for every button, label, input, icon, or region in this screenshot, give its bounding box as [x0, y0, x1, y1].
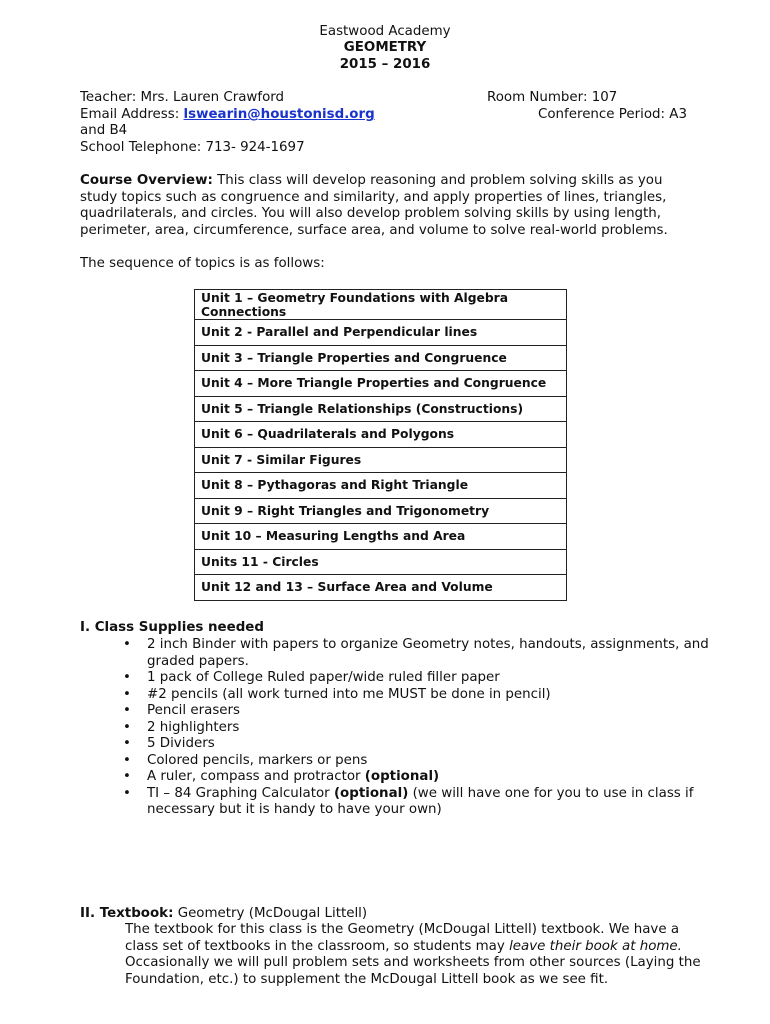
unit-cell: Unit 4 – More Triangle Properties and Congruence	[195, 371, 567, 397]
course-title: GEOMETRY	[343, 40, 427, 55]
textbook-heading: II. Textbook:	[80, 906, 174, 921]
teacher-name: Teacher: Mrs. Lauren Crawford	[80, 90, 285, 105]
list-item	[147, 786, 737, 819]
textbook-body-1: The textbook for this class is the Geometry (McDougal Littell) textbook. We have a class set of textbooks in the classroom, so students may	[125, 922, 680, 954]
supplies-heading: I. Class Supplies needed	[80, 620, 264, 635]
list-item: • 2 inch Binder with papers to organize Geometry notes, handouts, assignments, and graded papers.	[147, 637, 737, 670]
conference-period-cont: and B4	[80, 123, 128, 138]
textbook-paragraph	[125, 922, 710, 988]
calc-rest: (we will have one for you to use in class if necessary but it is handy to have your own)	[147, 785, 694, 817]
school-telephone: School Telephone: 713- 924-1697	[80, 140, 305, 155]
school-name: Eastwood Academy	[319, 24, 451, 39]
list-item: • Colored pencils, markers or pens	[147, 753, 737, 770]
conference-period: Conference Period: A3	[538, 107, 687, 122]
textbook-body-italic: leave their book at home.	[509, 938, 682, 954]
calc-optional: (optional)	[333, 785, 409, 801]
unit-cell: Unit 12 and 13 – Surface Area and Volume	[195, 575, 567, 601]
email-link[interactable]: lswearin@houstonisd.org	[183, 107, 375, 122]
textbook-line	[80, 906, 367, 923]
ruler-optional: (optional)	[364, 769, 440, 784]
table-row	[195, 422, 567, 448]
unit-cell: Unit 8 – Pythagoras and Right Triangle	[195, 473, 567, 499]
textbook-body-2: Occasionally we will pull problem sets and worksheets from other sources (Laying the Foundation, etc.) to supplement the McDougal Littell book as we see fit.	[125, 955, 701, 987]
list-item: • 5 Dividers	[147, 736, 737, 753]
unit-cell: Unit 6 – Quadrilaterals and Polygons	[195, 422, 567, 448]
table-row	[195, 549, 567, 575]
table-row	[195, 473, 567, 499]
room-number: Room Number: 107	[487, 90, 618, 105]
list-item: • Pencil erasers	[147, 703, 737, 720]
table-row	[195, 575, 567, 601]
table-row	[195, 290, 567, 320]
table-row	[195, 345, 567, 371]
unit-cell: Unit 2 - Parallel and Perpendicular lines	[195, 320, 567, 346]
school-year: 2015 – 2016	[339, 57, 431, 72]
textbook-title: Geometry (McDougal Littell)	[173, 906, 368, 921]
course-overview-text: This class will develop reasoning and problem solving skills as you study topics such as congruence and similarity, and apply properties of lines, triangles, quadrilaterals, and circles. You will also develop problem solving skills by using length, perimeter, area, circumference, surface area, and volume to solve real-world problems.	[80, 173, 668, 238]
table-row	[195, 524, 567, 550]
list-item: • 1 pack of College Ruled paper/wide ruled filler paper	[147, 670, 737, 687]
table-row	[195, 371, 567, 397]
unit-cell: Unit 9 – Right Triangles and Trigonometry	[195, 498, 567, 524]
sequence-intro: The sequence of topics is as follows:	[80, 256, 325, 271]
unit-cell: Unit 1 – Geometry Foundations with Algebra Connections	[195, 290, 567, 320]
table-row	[195, 396, 567, 422]
unit-cell: Unit 5 – Triangle Relationships (Constructions)	[195, 396, 567, 422]
unit-cell: Unit 7 - Similar Figures	[195, 447, 567, 473]
email-line	[80, 107, 375, 124]
supplies-list	[147, 637, 737, 819]
email-label: Email Address:	[80, 107, 184, 122]
unit-cell: Unit 3 – Triangle Properties and Congruence	[195, 345, 567, 371]
list-item	[147, 769, 737, 786]
list-item: • 2 highlighters	[147, 720, 737, 737]
units-table	[194, 289, 567, 601]
table-row	[195, 320, 567, 346]
unit-cell: Units 11 - Circles	[195, 549, 567, 575]
table-row	[195, 447, 567, 473]
unit-cell: Unit 10 – Measuring Lengths and Area	[195, 524, 567, 550]
course-overview-label: Course Overview:	[80, 173, 213, 188]
list-item: • #2 pencils (all work turned into me MUST be done in pencil)	[147, 687, 737, 704]
calc-text: TI – 84 Graphing Calculator	[147, 785, 334, 801]
course-overview	[80, 173, 700, 239]
ruler-text: A ruler, compass and protractor	[147, 769, 365, 784]
table-row	[195, 498, 567, 524]
